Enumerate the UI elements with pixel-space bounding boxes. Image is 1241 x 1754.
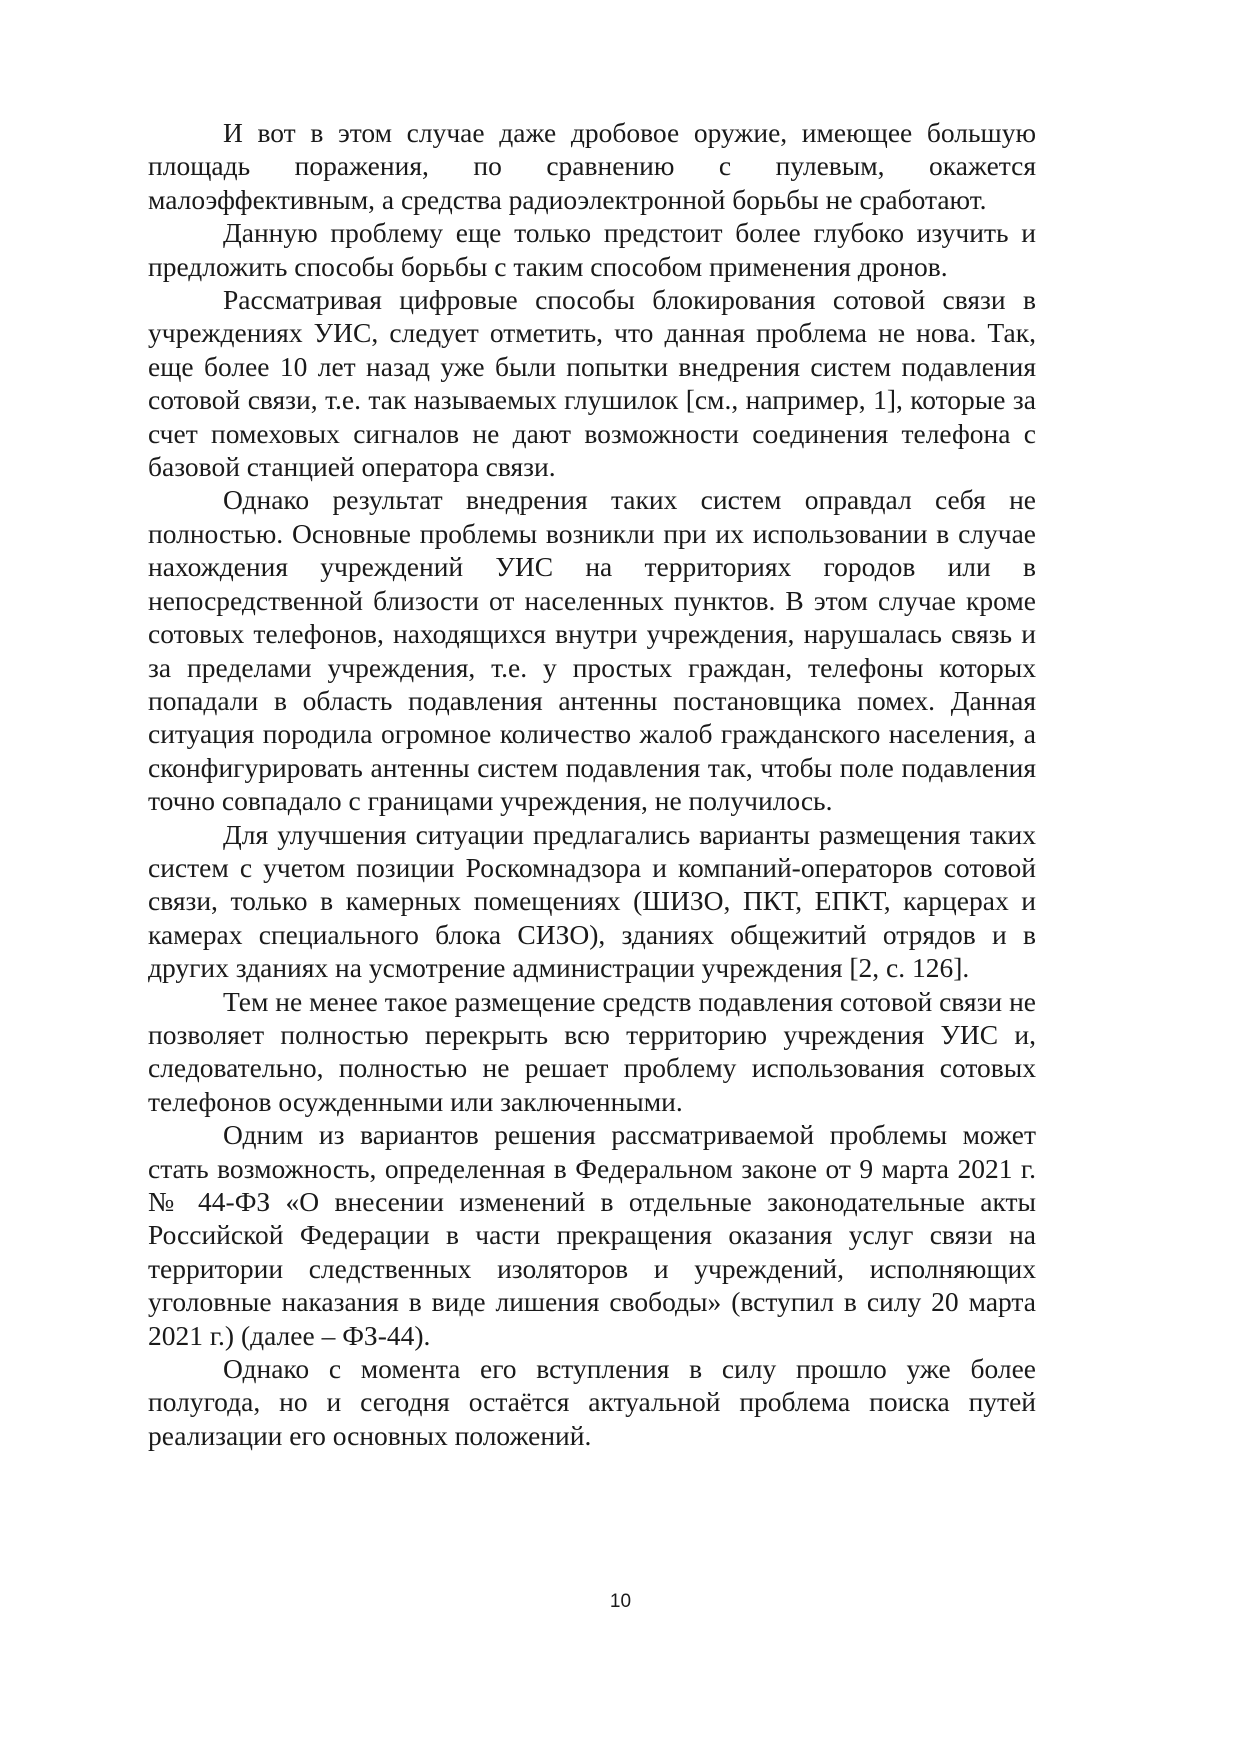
- paragraph-4: Однако результат внедрения таких систем оправдал себя не полностью. Основные проблемы возникли при их использовании в случае нахождения учреждений УИС на территориях городов или в непосредственной близости от населенных пунктов. В этом случае кроме сотовых телефонов, находящихся внутри учреждения, нарушалась связь и за пределами учреждения, т.е. у простых граждан, телефоны которых попадали в область подавления антенны постановщика помех. Данная ситуация породила огромное количество жалоб гражданского населения, а сконфигурировать антенны систем подавления так, чтобы поле подавления точно совпадало с границами учреждения, не получилось.: [148, 484, 1036, 817]
- paragraph-2: Данную проблему еще только предстоит более глубоко изучить и предложить способы борьбы с таким способом применения дронов.: [148, 217, 1036, 282]
- paragraph-6: Тем не менее такое размещение средств подавления сотовой связи не позволяет полностью перекрыть всю территорию учреждения УИС и, следовательно, полностью не решает проблему использования сотовых телефонов осужденными или заключенными.: [148, 985, 1036, 1117]
- paragraph-8: Однако с момента его вступления в силу прошло уже более полугода, но и сегодня остаётся актуальной проблема поиска путей реализации его основных положений.: [148, 1353, 1036, 1451]
- paragraph-7: Одним из вариантов решения рассматриваемой проблемы может стать возможность, определенная в Федеральном законе от 9 марта 2021 г. № 44-ФЗ «О внесении изменений в отдельные законодательные акты Российской Федерации в части прекращения оказания услуг связи на территории следственных изоляторов и учреждений, исполняющих уголовные наказания в виде лишения свободы» (вступил в силу 20 марта 2021 г.) (далее – ФЗ-44).: [148, 1119, 1036, 1351]
- paragraph-1: И вот в этом случае даже дробовое оружие, имеющее большую площадь поражения, по сравнению с пулевым, окажется малоэффективным, а средства радиоэлектронной борьбы не сработают.: [148, 117, 1036, 215]
- page-number: 10: [609, 1591, 632, 1612]
- paragraph-5: Для улучшения ситуации предлагались варианты размещения таких систем с учетом позиции Роскомнадзора и компаний-операторов сотовой связи, только в камерных помещениях (ШИЗО, ПКТ, ЕПКТ, карцерах и камерах специального блока СИЗО), зданиях общежитий отрядов и в других зданиях на усмотрение администрации учреждения [2, с. 126].: [148, 818, 1036, 984]
- paragraph-3: Рассматривая цифровые способы блокирования сотовой связи в учреждениях УИС, следует отметить, что данная проблема не нова. Так, еще более 10 лет назад уже были попытки внедрения систем подавления сотовой связи, т.е. так называемых глушилок [см., например, 1], которые за счет помеховых сигналов не дают возможности соединения телефона с базовой станцией оператора связи.: [148, 284, 1036, 483]
- document-body: [148, 116, 1036, 1452]
